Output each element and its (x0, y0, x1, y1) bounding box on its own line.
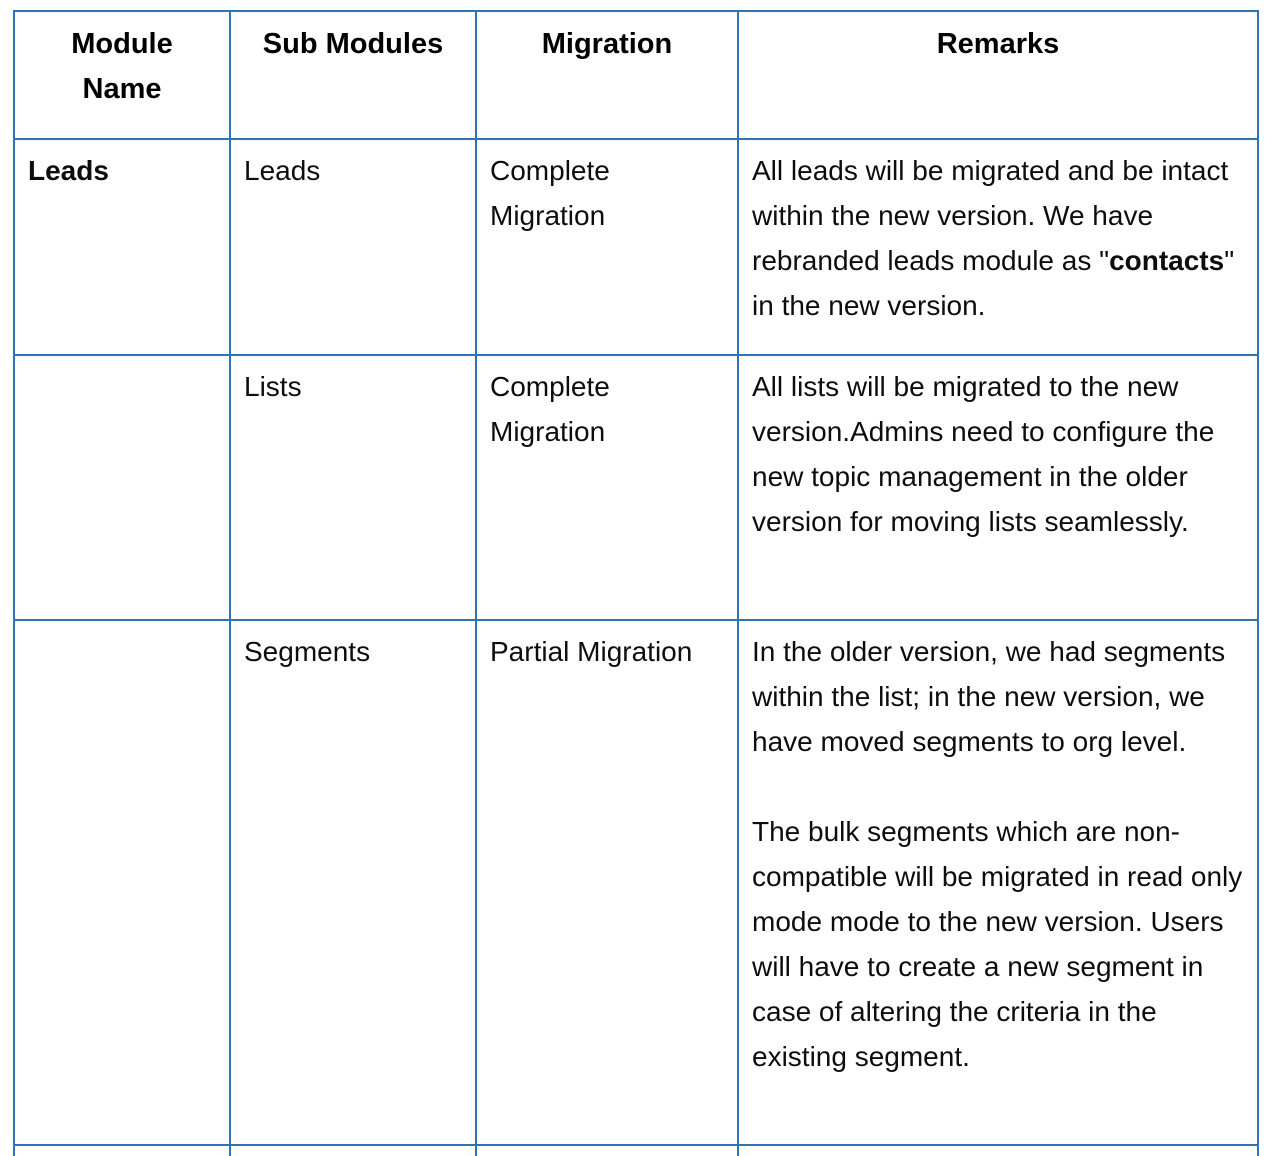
remarks-paragraph-1: In the older version, we had segments within the list; in the new version, we have moved segments to org level. (752, 636, 1226, 757)
sub-module-cell: Lists (230, 355, 476, 620)
remarks-cell (738, 355, 1258, 620)
remarks-cell (738, 1145, 1258, 1156)
module-name-cell: Leads (14, 139, 230, 355)
migration-cell: Complete Migration (476, 139, 738, 355)
table-row-partial (14, 1145, 1258, 1156)
header-sub-modules: Sub Modules (230, 11, 476, 139)
header-module-name: Module Name (14, 11, 230, 139)
migration-cell: Partial Migration (476, 620, 738, 1145)
table-header-row (14, 11, 1258, 139)
table-row-segments (14, 620, 1258, 1145)
sub-module-cell (230, 1145, 476, 1156)
remarks-bold-term: contacts (1109, 245, 1225, 276)
migration-cell (476, 1145, 738, 1156)
header-remarks: Remarks (738, 11, 1258, 139)
sub-module-cell: Leads (230, 139, 476, 355)
sub-module-cell: Segments (230, 620, 476, 1145)
remarks-cell (738, 620, 1258, 1145)
remarks-paragraph-2: The bulk segments which are non-compatible will be migrated in read only mode mode to the new version. Users will have to create a new segment in case of altering the criteria in the existing segment. (752, 816, 1243, 1072)
remarks-cell (738, 139, 1258, 355)
table-row-lists (14, 355, 1258, 620)
module-name-cell (14, 1145, 230, 1156)
remarks-post: " in the new version. (752, 245, 1235, 321)
remarks-text: All lists will be migrated to the new version.Admins need to configure the new topic management in the older version for moving lists seamlessly. (752, 371, 1215, 537)
migration-cell: Complete Migration (476, 355, 738, 620)
module-name-cell (14, 355, 230, 620)
header-migration: Migration (476, 11, 738, 139)
module-name-cell (14, 620, 230, 1145)
table-row-leads (14, 139, 1258, 355)
remarks-text (752, 148, 1244, 328)
remarks-pre: All leads will be migrated and be intact within the new version. We have rebranded leads module as " (752, 155, 1229, 276)
migration-table (13, 10, 1259, 1156)
